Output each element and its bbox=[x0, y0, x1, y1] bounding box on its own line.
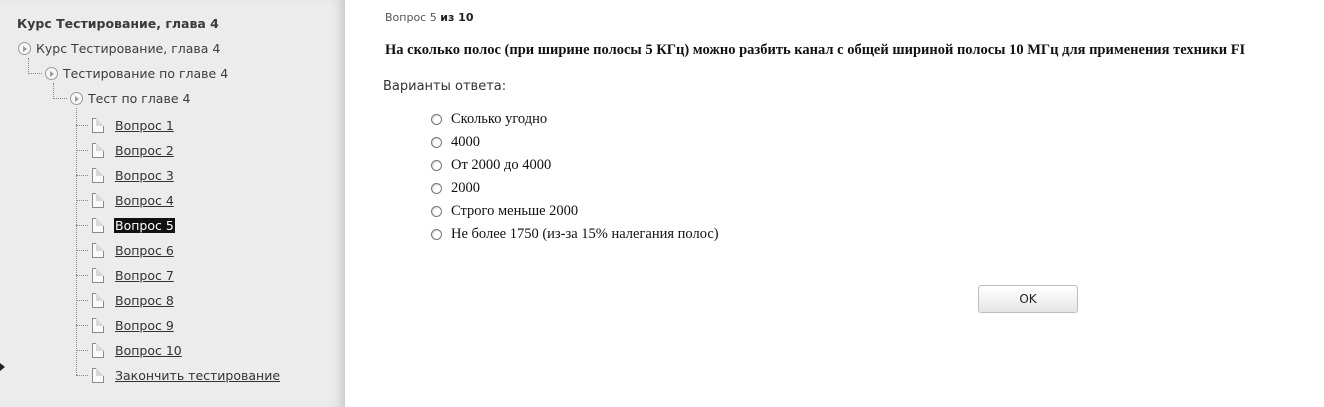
answer-options bbox=[431, 108, 719, 246]
sidebar bbox=[0, 0, 345, 407]
radio-button[interactable] bbox=[431, 114, 442, 125]
answers-label: Варианты ответа: bbox=[383, 79, 507, 94]
sidebar-item[interactable] bbox=[76, 116, 175, 134]
sidebar-item-link[interactable]: Закончить тестирование bbox=[115, 367, 281, 383]
radio-button[interactable] bbox=[431, 229, 442, 240]
document-icon bbox=[92, 293, 104, 308]
counter-current: Вопрос 5 bbox=[385, 11, 437, 24]
answer-option[interactable] bbox=[431, 200, 719, 223]
expand-icon[interactable] bbox=[18, 42, 31, 55]
sidebar-item[interactable] bbox=[76, 166, 175, 184]
radio-button[interactable] bbox=[431, 183, 442, 194]
document-icon bbox=[92, 368, 104, 383]
document-icon bbox=[92, 118, 104, 133]
sidebar-item[interactable] bbox=[76, 366, 281, 384]
answer-option-label: Строго меньше 2000 bbox=[451, 203, 579, 219]
answer-option-label: 4000 bbox=[451, 134, 480, 150]
expand-icon[interactable] bbox=[45, 67, 58, 80]
answer-option-label: Не более 1750 (из-за 15% налегания полос) bbox=[451, 226, 719, 242]
course-title: Курс Тестирование, глава 4 bbox=[17, 16, 219, 31]
sidebar-item[interactable] bbox=[76, 341, 183, 359]
tree-node-course-label: Курс Тестирование, глава 4 bbox=[36, 40, 221, 56]
main-panel bbox=[345, 0, 1324, 407]
answer-option[interactable] bbox=[431, 131, 719, 154]
expand-icon[interactable] bbox=[70, 92, 83, 105]
tree-node-chapter[interactable] bbox=[28, 65, 228, 81]
document-icon bbox=[92, 318, 104, 333]
document-icon bbox=[92, 243, 104, 258]
sidebar-item-link[interactable]: Вопрос 4 bbox=[115, 192, 174, 208]
sidebar-item-link[interactable]: Вопрос 10 bbox=[115, 342, 182, 358]
sidebar-item[interactable] bbox=[76, 191, 175, 209]
sidebar-item[interactable] bbox=[76, 316, 175, 334]
sidebar-item[interactable] bbox=[76, 216, 175, 234]
sidebar-item[interactable] bbox=[76, 241, 175, 259]
sidebar-item[interactable] bbox=[76, 266, 175, 284]
answer-option-label: 2000 bbox=[451, 180, 480, 196]
sidebar-item-link[interactable]: Вопрос 8 bbox=[115, 292, 174, 308]
sidebar-item-link[interactable]: Вопрос 3 bbox=[115, 167, 174, 183]
answer-option-label: От 2000 до 4000 bbox=[451, 157, 552, 173]
tree-node-test[interactable] bbox=[53, 90, 190, 106]
question-counter bbox=[385, 11, 473, 24]
answer-option[interactable] bbox=[431, 108, 719, 131]
answer-option[interactable] bbox=[431, 177, 719, 200]
radio-button[interactable] bbox=[431, 206, 442, 217]
radio-button[interactable] bbox=[431, 160, 442, 171]
answer-option-label: Сколько угодно bbox=[451, 111, 548, 127]
document-icon bbox=[92, 218, 104, 233]
answer-option[interactable] bbox=[431, 223, 719, 246]
document-icon bbox=[92, 168, 104, 183]
document-icon bbox=[92, 193, 104, 208]
sidebar-item-link[interactable]: Вопрос 2 bbox=[115, 142, 174, 158]
sidebar-item[interactable] bbox=[76, 141, 175, 159]
radio-button[interactable] bbox=[431, 137, 442, 148]
sidebar-item-link[interactable]: Вопрос 9 bbox=[115, 317, 174, 333]
tree-node-chapter-label: Тестирование по главе 4 bbox=[63, 65, 229, 81]
tree-node-course[interactable] bbox=[18, 40, 220, 56]
question-text: На сколько полос (при ширине полосы 5 КГц) можно разбить канал с общей шириной полосы 10 МГц для применения техники FI bbox=[385, 42, 1246, 58]
document-icon bbox=[92, 143, 104, 158]
sidebar-item-link[interactable]: Вопрос 7 bbox=[115, 267, 174, 283]
document-icon bbox=[92, 268, 104, 283]
resize-marker bbox=[0, 363, 5, 371]
sidebar-item-link[interactable]: Вопрос 1 bbox=[115, 117, 174, 133]
document-icon bbox=[92, 343, 104, 358]
answer-option[interactable] bbox=[431, 154, 719, 177]
sidebar-item-link[interactable]: Вопрос 6 bbox=[115, 242, 174, 258]
ok-button[interactable]: OK bbox=[978, 285, 1078, 313]
sidebar-item-link[interactable]: Вопрос 5 bbox=[115, 217, 174, 233]
sidebar-item[interactable] bbox=[76, 291, 175, 309]
counter-total: из 10 bbox=[440, 11, 474, 24]
tree-node-test-label: Тест по главе 4 bbox=[88, 90, 191, 106]
